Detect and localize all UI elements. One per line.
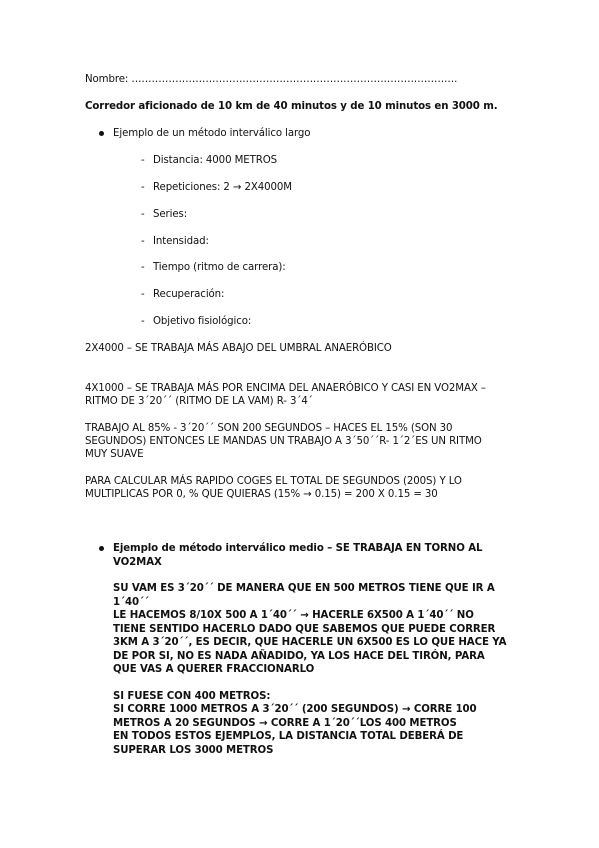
medium-method-title-line1: Ejemplo de método interválico medio – SE TRABAJA EN TORNO AL [113, 543, 483, 554]
dash-marker: - [141, 155, 145, 166]
paragraph-trabajo-line1: TRABAJO AL 85% - 3´20´´ SON 200 SEGUNDOS – HACES EL 15% (SON 30 [85, 423, 453, 434]
medium-block1-line6: DE POR SI, NO ES NADA AÑADIDO, YA LOS HACE DEL TIRÓN, PARA [113, 651, 485, 662]
medium-block1-line7: QUE VAS A QUERER FRACCIONARLO [113, 664, 315, 675]
list-item-intensity: Intensidad: [153, 236, 209, 247]
dash-marker: - [141, 236, 145, 247]
document-heading: Corredor aficionado de 10 km de 40 minutos y de 10 minutos en 3000 m. [85, 101, 498, 112]
bullet-icon [99, 131, 104, 136]
paragraph-2x4000: 2X4000 – SE TRABAJA MÁS ABAJO DEL UMBRAL ANAERÓBICO [85, 343, 392, 354]
paragraph-4x1000-line2: RITMO DE 3´20´´ (RITMO DE LA VAM) R- 3´4´ [85, 396, 313, 407]
list-item-repetitions: Repeticiones: 2 → 2X4000M [153, 182, 292, 193]
dash-marker: - [141, 289, 145, 300]
medium-block1-line4: TIENE SENTIDO HACERLO DADO QUE SABEMOS QUE PUEDE CORRER [113, 624, 496, 635]
list-item-objective: Objetivo fisiológico: [153, 316, 252, 327]
paragraph-4x1000-line1: 4X1000 – SE TRABAJA MÁS POR ENCIMA DEL ANAERÓBICO Y CASI EN VO2MAX – [85, 383, 486, 394]
list-item-distance: Distancia: 4000 METROS [153, 155, 277, 166]
medium-block2-line4: EN TODOS ESTOS EJEMPLOS, LA DISTANCIA TOTAL DEBERÁ DE [113, 731, 464, 742]
medium-block1-line3: LE HACEMOS 8/10X 500 A 1´40´´ → HACERLE 6X500 A 1´40´´ NO [113, 610, 474, 621]
paragraph-trabajo-line2: SEGUNDOS) ENTONCES LE MANDAS UN TRABAJO A 3´50´´R- 1´2´ES UN RITMO [85, 436, 482, 447]
dash-marker: - [141, 182, 145, 193]
medium-block2-line5: SUPERAR LOS 3000 METROS [113, 745, 274, 756]
dash-marker: - [141, 262, 145, 273]
name-line: Nombre: ……………………………………………………………………………………. [85, 74, 458, 85]
bullet-icon [99, 546, 104, 551]
medium-method-title-line2: VO2MAX [113, 557, 162, 568]
medium-block2-line2: SI CORRE 1000 METROS A 3´20´´ (200 SEGUNDOS) → CORRE 100 [113, 704, 477, 715]
medium-block1-line2: 1´40´´ [113, 597, 149, 608]
long-method-title: Ejemplo de un método interválico largo [113, 128, 311, 139]
dash-marker: - [141, 316, 145, 327]
paragraph-calcular-line1: PARA CALCULAR MÁS RAPIDO COGES EL TOTAL DE SEGUNDOS (200S) Y LO [85, 476, 462, 487]
paragraph-calcular-line2: MULTIPLICAS POR 0, % QUE QUIERAS (15% → 0.15) = 200 X 0.15 = 30 [85, 489, 438, 500]
medium-block1-line5: 3KM A 3´20´´, ES DECIR, QUE HACERLE UN 6X500 ES LO QUE HACE YA [113, 637, 507, 648]
dash-marker: - [141, 209, 145, 220]
list-item-time: Tiempo (ritmo de carrera): [153, 262, 286, 273]
medium-block1-line1: SU VAM ES 3´20´´ DE MANERA QUE EN 500 METROS TIENE QUE IR A [113, 583, 495, 594]
paragraph-trabajo-line3: MUY SUAVE [85, 449, 144, 460]
medium-block2-line3: METROS A 20 SEGUNDOS → CORRE A 1´20´´LOS 400 METROS [113, 718, 457, 729]
list-item-series: Series: [153, 209, 188, 220]
list-item-recovery: Recuperación: [153, 289, 225, 300]
medium-block2-line1: SI FUESE CON 400 METROS: [113, 691, 271, 702]
